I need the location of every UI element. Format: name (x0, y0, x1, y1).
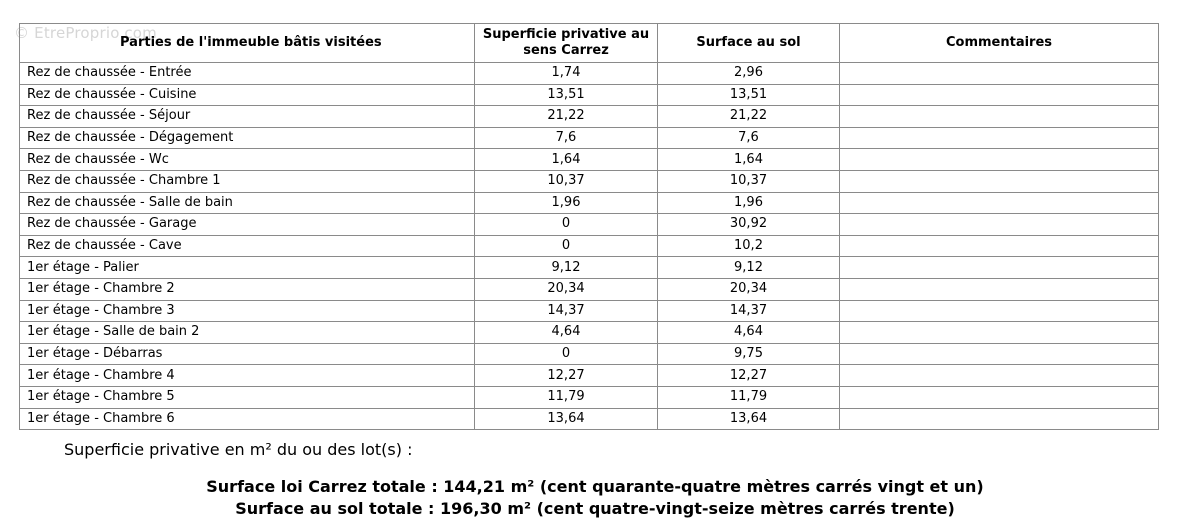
row-carrez: 0 (475, 235, 658, 257)
summary-intro: Superficie privative en m² du ou des lot(s) : (64, 440, 413, 459)
row-carrez: 4,64 (475, 322, 658, 344)
row-part: Rez de chaussée - Séjour (20, 106, 475, 128)
row-comment (840, 214, 1159, 236)
row-part: Rez de chaussée - Cave (20, 235, 475, 257)
row-carrez: 12,27 (475, 365, 658, 387)
row-part: 1er étage - Chambre 6 (20, 408, 475, 430)
header-surface-sol: Surface au sol (658, 24, 840, 63)
row-surface-sol: 13,64 (658, 408, 840, 430)
row-comment (840, 149, 1159, 171)
row-surface-sol: 14,37 (658, 300, 840, 322)
row-comment (840, 170, 1159, 192)
row-surface-sol: 1,96 (658, 192, 840, 214)
row-part: 1er étage - Salle de bain 2 (20, 322, 475, 344)
row-surface-sol: 7,6 (658, 127, 840, 149)
table-row (20, 386, 1159, 408)
watermark: © EtreProprio.com (14, 24, 157, 42)
row-surface-sol: 2,96 (658, 63, 840, 85)
row-comment (840, 257, 1159, 279)
row-part: Rez de chaussée - Dégagement (20, 127, 475, 149)
surface-table (19, 23, 1159, 430)
table-row (20, 84, 1159, 106)
row-carrez: 0 (475, 214, 658, 236)
row-comment (840, 278, 1159, 300)
row-comment (840, 408, 1159, 430)
table-row (20, 235, 1159, 257)
row-carrez: 10,37 (475, 170, 658, 192)
row-comment (840, 84, 1159, 106)
table-row (20, 408, 1159, 430)
row-part: Rez de chaussée - Salle de bain (20, 192, 475, 214)
row-comment (840, 127, 1159, 149)
row-carrez: 21,22 (475, 106, 658, 128)
row-part: 1er étage - Palier (20, 257, 475, 279)
row-part: Rez de chaussée - Entrée (20, 63, 475, 85)
row-part: 1er étage - Chambre 4 (20, 365, 475, 387)
row-part: 1er étage - Chambre 5 (20, 386, 475, 408)
row-comment (840, 386, 1159, 408)
row-comment (840, 322, 1159, 344)
table-body (20, 63, 1159, 430)
row-comment (840, 63, 1159, 85)
table-row (20, 192, 1159, 214)
row-part: 1er étage - Débarras (20, 343, 475, 365)
header-comments: Commentaires (840, 24, 1159, 63)
table-row (20, 257, 1159, 279)
row-comment (840, 192, 1159, 214)
table-row (20, 300, 1159, 322)
row-part: Rez de chaussée - Wc (20, 149, 475, 171)
row-comment (840, 106, 1159, 128)
row-surface-sol: 9,75 (658, 343, 840, 365)
row-carrez: 1,96 (475, 192, 658, 214)
row-carrez: 1,64 (475, 149, 658, 171)
table-row (20, 278, 1159, 300)
sol-total: Surface au sol totale : 196,30 m² (cent quatre-vingt-seize mètres carrés trente) (235, 499, 955, 518)
header-parts: Parties de l'immeuble bâtis visitées (20, 24, 475, 63)
row-carrez: 0 (475, 343, 658, 365)
row-surface-sol: 10,2 (658, 235, 840, 257)
table-row (20, 127, 1159, 149)
row-part: Rez de chaussée - Cuisine (20, 84, 475, 106)
row-part: Rez de chaussée - Garage (20, 214, 475, 236)
row-surface-sol: 30,92 (658, 214, 840, 236)
row-surface-sol: 12,27 (658, 365, 840, 387)
row-surface-sol: 4,64 (658, 322, 840, 344)
row-surface-sol: 20,34 (658, 278, 840, 300)
table-header-row (20, 24, 1159, 63)
table-row (20, 214, 1159, 236)
table-row (20, 170, 1159, 192)
header-carrez: Superficie privative au sens Carrez (475, 24, 658, 63)
row-comment (840, 365, 1159, 387)
row-comment (840, 343, 1159, 365)
row-surface-sol: 9,12 (658, 257, 840, 279)
row-surface-sol: 1,64 (658, 149, 840, 171)
row-surface-sol: 13,51 (658, 84, 840, 106)
row-carrez: 13,51 (475, 84, 658, 106)
row-part: 1er étage - Chambre 3 (20, 300, 475, 322)
row-surface-sol: 10,37 (658, 170, 840, 192)
row-carrez: 14,37 (475, 300, 658, 322)
row-surface-sol: 11,79 (658, 386, 840, 408)
row-part: 1er étage - Chambre 2 (20, 278, 475, 300)
table-row (20, 149, 1159, 171)
row-comment (840, 235, 1159, 257)
table-row (20, 63, 1159, 85)
totals-block (0, 476, 1190, 520)
table-row (20, 343, 1159, 365)
table-row (20, 365, 1159, 387)
row-part: Rez de chaussée - Chambre 1 (20, 170, 475, 192)
row-surface-sol: 21,22 (658, 106, 840, 128)
row-comment (840, 300, 1159, 322)
table-row (20, 106, 1159, 128)
row-carrez: 20,34 (475, 278, 658, 300)
row-carrez: 1,74 (475, 63, 658, 85)
row-carrez: 9,12 (475, 257, 658, 279)
row-carrez: 13,64 (475, 408, 658, 430)
table-row (20, 322, 1159, 344)
row-carrez: 7,6 (475, 127, 658, 149)
carrez-total: Surface loi Carrez totale : 144,21 m² (cent quarante-quatre mètres carrés vingt et un) (206, 477, 984, 496)
row-carrez: 11,79 (475, 386, 658, 408)
